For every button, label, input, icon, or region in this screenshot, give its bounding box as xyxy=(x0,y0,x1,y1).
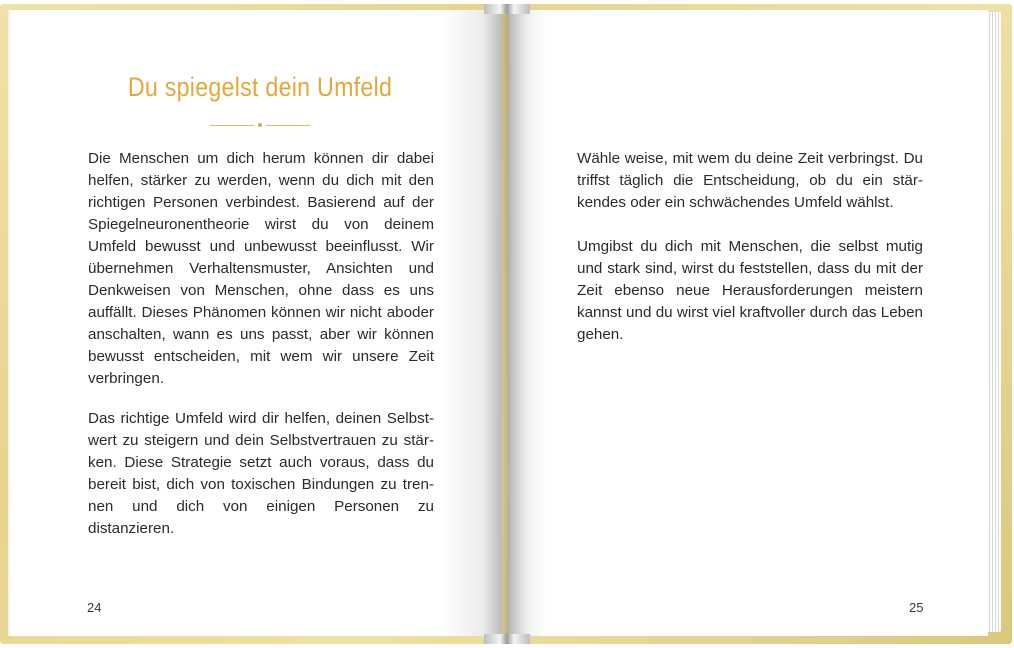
spine-headband-top xyxy=(484,4,530,14)
left-paragraph-1: Die Menschen um dich herum können dir dabei helfen, stärker zu werden, wenn du dich mit den richtigen Personen verbindest. Basierend auf der Spiegelneuronentheorie wirst du von deinem Umfeld bewusst und unbewusst beeinflusst. Wir übernehmen Verhaltensmuster, Ansichten und Denkweisen von Menschen, ohne dass es uns auffällt. Dieses Phänomen können wir nicht aboder anschalten, wann es uns passt, aber wir können bewusst entscheiden, mit wem wir unsere Zeit verbringen. xyxy=(88,150,434,387)
divider-line-left xyxy=(210,125,254,126)
page-number-left: 24 xyxy=(87,600,102,615)
page-edges xyxy=(987,12,1001,632)
left-paragraph-2: Das richtige Umfeld wird dir helfen, deinen Selbstwert zu steigern und dein Selbstvertrauen zu stärken. Diese Strategie setzt auch voraus, dass du bereit bist, dich von toxischen Bindungen zu trennen und dich von einigen Personen zu distanzieren. xyxy=(88,410,434,537)
divider-line-right xyxy=(266,125,310,126)
spine-headband-bottom xyxy=(484,634,530,644)
page-number-right: 25 xyxy=(909,600,924,615)
right-paragraph-2: Umgibst du dich mit Menschen, die selbst mutig und stark sind, wirst du feststellen, dass du mit der Zeit ebenso neue Herausforderungen meistern kannst und du wirst viel kraftvoller durch das Leben gehen. xyxy=(577,238,923,343)
title-divider-ornament xyxy=(210,120,310,130)
right-paragraph-1: Wähle weise, mit wem du deine Zeit verbringst. Du triffst täglich die Entscheidung, ob du ein stärkendes oder ein schwächendes Umfeld wählst. xyxy=(577,150,923,211)
divider-dot xyxy=(258,123,262,127)
chapter-title: Du spiegelst dein Umfeld xyxy=(127,72,393,102)
